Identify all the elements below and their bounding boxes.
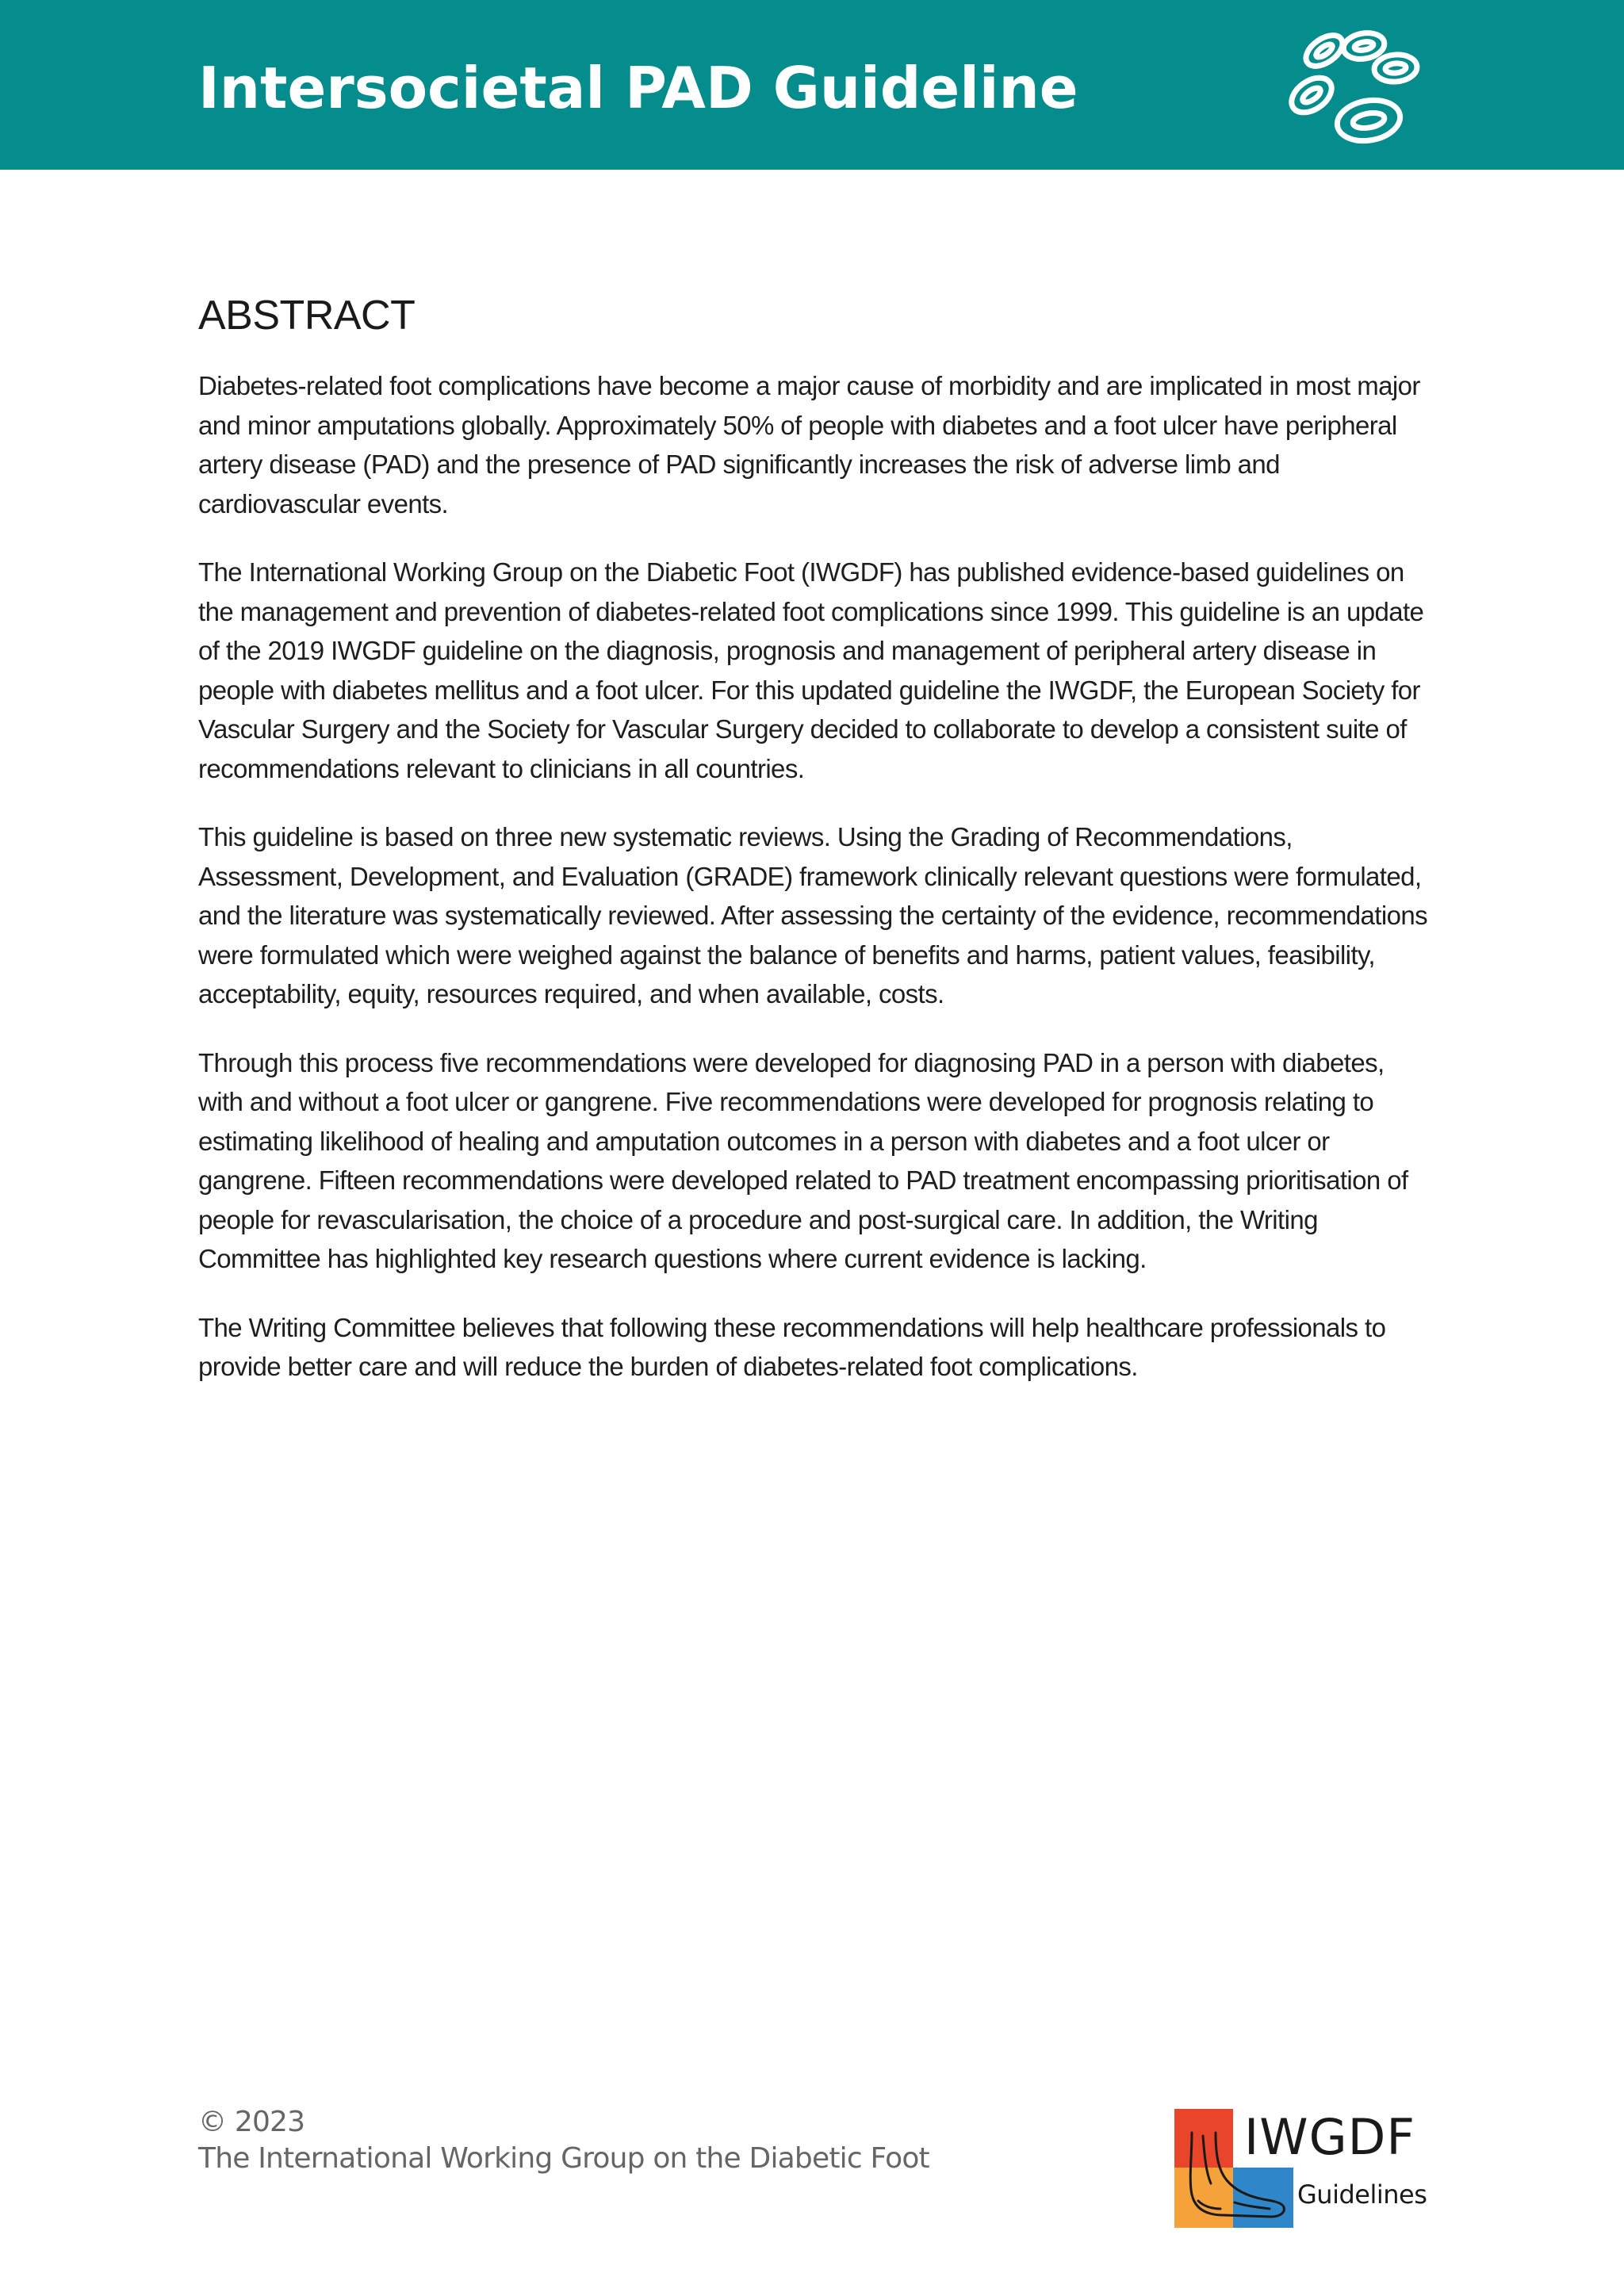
- copyright-text: © 2023: [198, 2106, 305, 2138]
- abstract-paragraph: This guideline is based on three new systematic reviews. Using the Grading of Recommendations, Assessment, Development, and Evaluation (GRADE) framework clinically relevant questions were formulated, and the literature was systematically reviewed. After assessing the certainty of the evidence, recommendations were formulated which were weighed against the balance of benefits and harms, patient values, feasibility, acceptability, equity, resources required, and when available, costs.: [198, 822, 1427, 1008]
- abstract-body: [198, 366, 1435, 1416]
- logo-subtitle: Guidelines: [1297, 2179, 1427, 2210]
- header-banner: [0, 0, 1624, 170]
- abstract-paragraph: The Writing Committee believes that following these recommendations will help healthcare professionals to provide better care and will reduce the burden of diabetes-related foot complications.: [198, 1312, 1386, 1381]
- organization-name: The International Working Group on the Diabetic Foot: [198, 2142, 929, 2175]
- abstract-paragraph: Through this process five recommendations were developed for diagnosing PAD in a person with diabetes, with and without a foot ulcer or gangrene. Five recommendations were developed for prognosis relating to estimating likelihood of healing and amputation outcomes in a person with diabetes and a foot ulcer or gangrene. Fifteen recommendations were developed related to PAD treatment encompassing prioritisation of people for revascularisation, the choice of a procedure and post-surgical care. In addition, the Writing Committee has highlighted key research questions where current evidence is lacking.: [198, 1047, 1408, 1273]
- page-title: Intersocietal PAD Guideline: [198, 55, 1078, 121]
- abstract-paragraph: Diabetes-related foot complications have become a major cause of morbidity and are implicated in most major and minor amputations globally. Approximately 50% of people with diabetes and a foot ulcer have peripheral artery disease (PAD) and the presence of PAD significantly increases the risk of adverse limb and cardiovascular events.: [198, 371, 1420, 519]
- iwgdf-logo: [1174, 2109, 1436, 2228]
- abstract-heading: ABSTRACT: [198, 293, 416, 339]
- blood-cells-icon: [1275, 21, 1431, 149]
- logo-title: IWGDF: [1244, 2108, 1416, 2166]
- abstract-paragraph: The International Working Group on the Diabetic Foot (IWGDF) has published evidence-based guidelines on the management and prevention of diabetes-related foot complications since 1999. This guideline is an update of the 2019 IWGDF guideline on the diagnosis, prognosis and management of peripheral artery disease in people with diabetes mellitus and a foot ulcer. For this updated guideline the IWGDF, the European Society for Vascular Surgery and the Society for Vascular Surgery decided to collaborate to develop a consistent suite of recommendations relevant to clinicians in all countries.: [198, 557, 1424, 783]
- footer: [198, 2104, 929, 2177]
